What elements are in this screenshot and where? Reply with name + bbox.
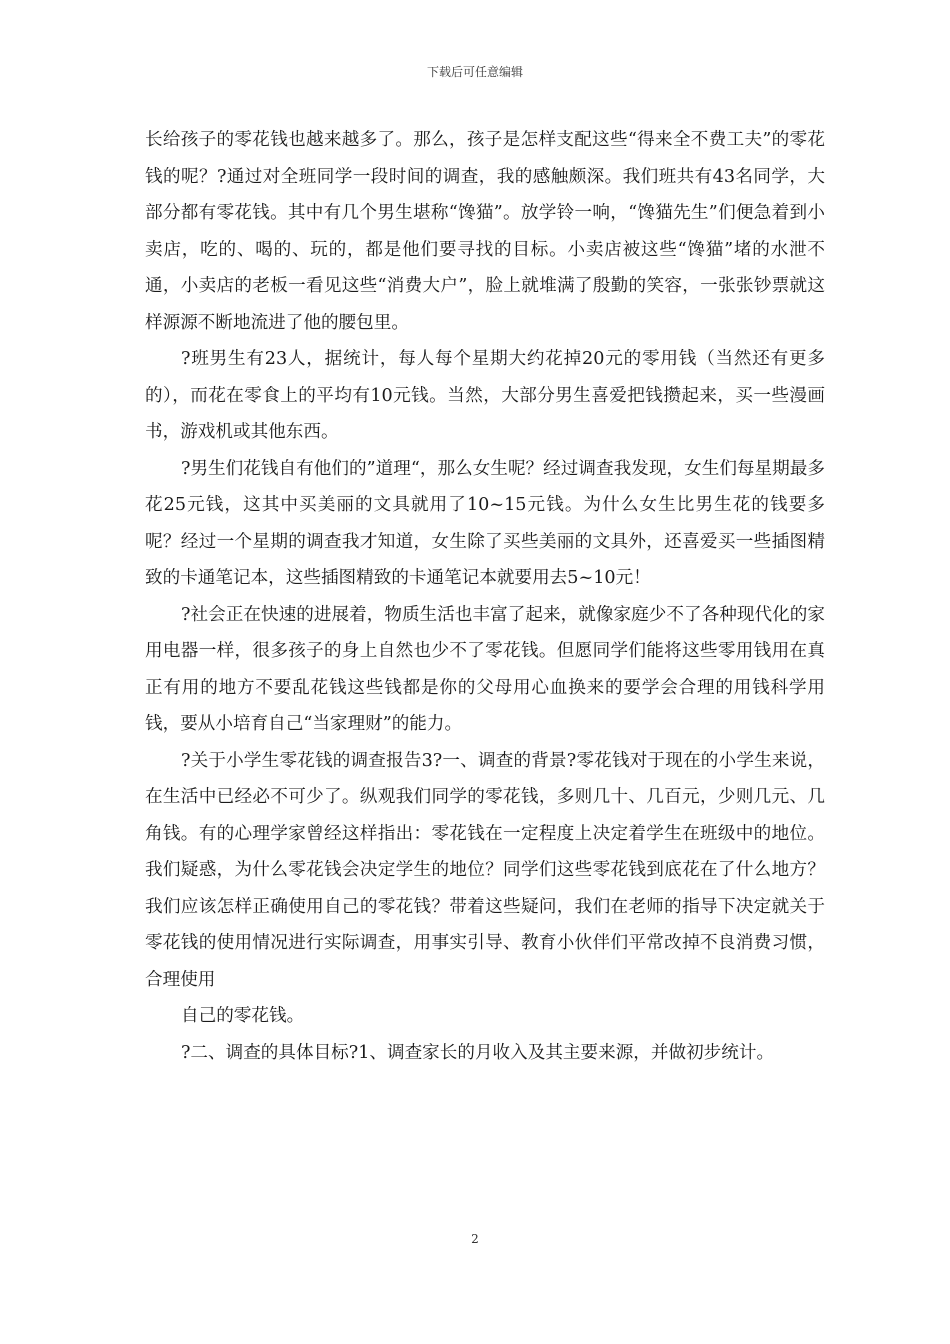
paragraph-5: ?关于小学生零花钱的调查报告3?一、调查的背景?零花钱对于现在的小学生来说，在生活中已经必不可少了。纵观我们同学的零花钱，多则几十、几百元，少则几元、几角钱。有的心理学家曾经这样指出：零花钱在一定程度上决定着学生在班级中的地位。我们疑惑，为什么零花钱会决定学生的地位？同学们这些零花钱到底花在了什么地方？我们应该怎样正确使用自己的零花钱？带着这些疑问，我们在老师的指导下决定就关于零花钱的使用情况进行实际调查，用事实引导、教育小伙伴们平常改掉不良消费习惯，合理使用 — [145, 750, 825, 990]
page-header: 下载后可任意编辑 — [426, 65, 523, 79]
document-body — [145, 122, 825, 1071]
page-number: 2 — [471, 1232, 479, 1246]
paragraph-1: 长给孩子的零花钱也越来越多了。那么，孩子是怎样支配这些“得来全不费工夫”的零花钱的呢？?通过对全班同学一段时间的调查，我的感触颇深。我们班共有43名同学，大部分都有零花钱。其中有几个男生堪称“馋猫”。放学铃一响，“馋猫先生”们便急着到小卖店，吃的、喝的、玩的，都是他们要寻找的目标。小卖店被这些“馋猫”堵的水泄不通，小卖店的老板一看见这些“消费大户”，脸上就堆满了殷勤的笑容，一张张钞票就这样源源不断地流进了他的腰包里。 — [145, 130, 825, 333]
paragraph-7: ?二、调查的具体目标?1、调查家长的月收入及其主要来源，并做初步统计。 — [181, 1042, 775, 1063]
paragraph-4: ?社会正在快速的进展着，物质生活也丰富了起来，就像家庭少不了各种现代化的家用电器一样，很多孩子的身上自然也少不了零花钱。但愿同学们能将这些零用钱用在真正有用的地方不要乱花钱这些钱都是你的父母用心血换来的要学会合理的用钱科学用钱，要从小培育自己“当家理财”的能力。 — [145, 604, 825, 734]
paragraph-2: ?班男生有23人，据统计，每人每个星期大约花掉20元的零用钱（当然还有更多的），而花在零食上的平均有10元钱。当然，大部分男生喜爱把钱攒起来，买一些漫画书，游戏机或其他东西。 — [145, 349, 825, 442]
paragraph-3: ?男生们花钱自有他们的”道理“，那么女生呢？经过调查我发现，女生们每星期最多花25元钱，这其中买美丽的文具就用了10~15元钱。为什么女生比男生花的钱要多呢？经过一个星期的调查我才知道，女生除了买些美丽的文具外，还喜爱买一些插图精致的卡通笔记本，这些插图精致的卡通笔记本就要用去5~10元！ — [145, 458, 825, 588]
paragraph-6: 自己的零花钱。 — [181, 1006, 305, 1026]
